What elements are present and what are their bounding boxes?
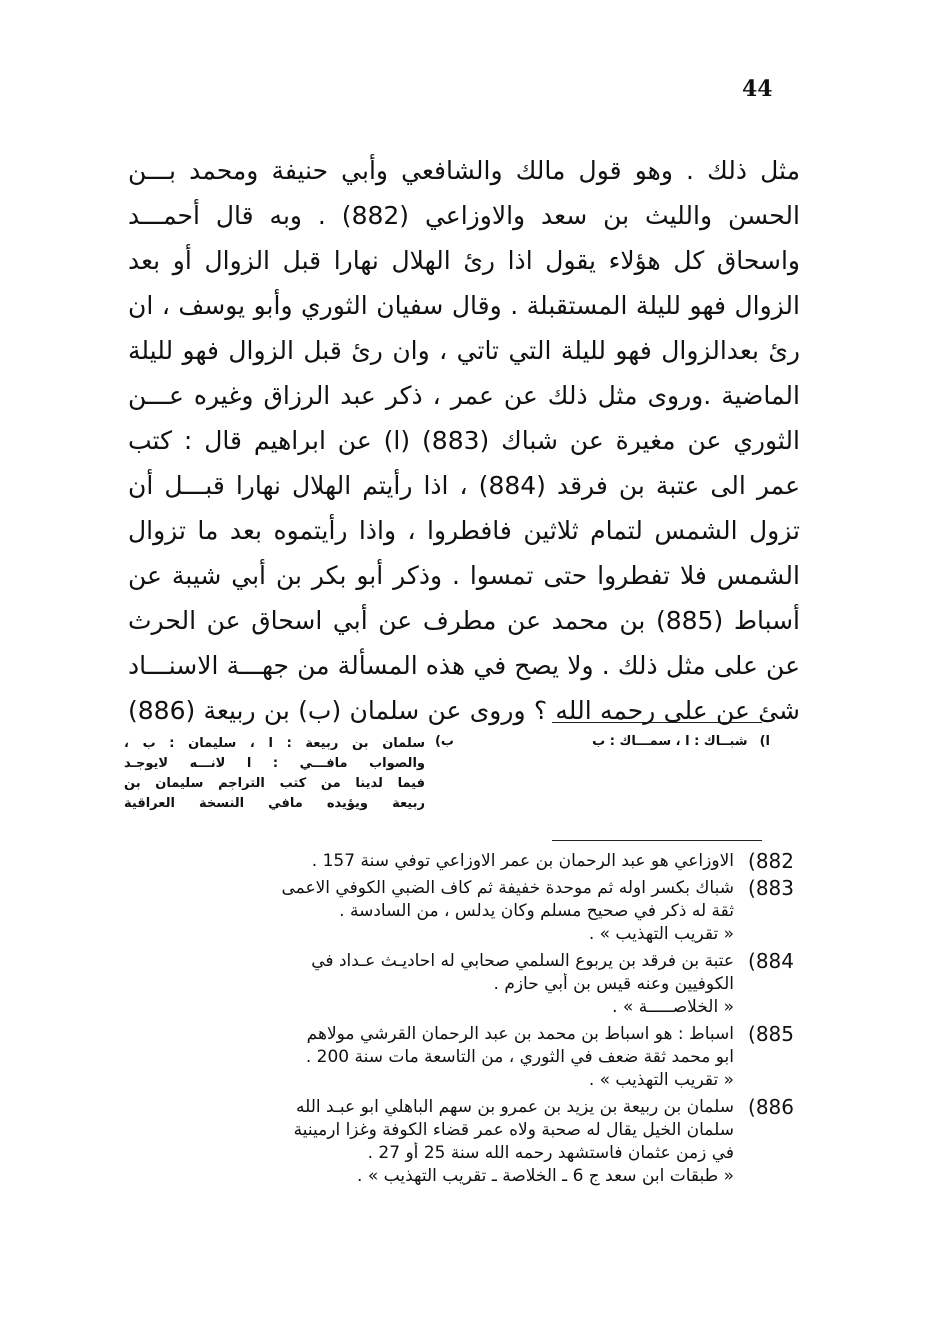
footnote-text bbox=[124, 1023, 734, 1092]
footnote-line: سلمان الخيل يقال له صحبة ولاه عمر قضاء الكوفة وغزا ارمينية bbox=[293, 1120, 734, 1140]
text-line: الزوال فهو لليلة المستقبلة . وقال سفيان الثوري وأبو يوسف ، ان bbox=[128, 291, 800, 320]
footnote-line: في زمن عثمان فاستشهد رحمه الله سنة 25 أو 27 . bbox=[367, 1143, 734, 1163]
variant-mark: ا) bbox=[759, 734, 770, 749]
variant-line: سلمان بن ربيعة : ا ، سليمان : ب ، bbox=[124, 736, 425, 751]
footnote-line: ثقة له ذكر في صحيح مسلم وكان يدلس ، من السادسة . bbox=[339, 901, 734, 921]
text-line: عن على مثل ذلك . ولا يصح في هذه المسألة من جهـــة الاسنـــاد bbox=[128, 651, 800, 680]
variant-line: فيما لدينا من كتب التراجم سليمان بن bbox=[124, 776, 425, 791]
text-line: الحسن والليث بن سعد والاوزاعي (882) . وبه قال أحمـــد bbox=[128, 201, 800, 230]
footnote bbox=[124, 877, 794, 946]
footnote-text bbox=[124, 877, 734, 946]
footnote-line: الاوزاعي هو عبد الرحمان بن عمر الاوزاعي توفي سنة 157 . bbox=[311, 851, 734, 871]
variant-line: والصواب مافـــي : ا لانـــه لايوجـد bbox=[124, 756, 425, 771]
footnote-line: شباك بكسر اوله ثم موحدة خفيفة ثم كاف الضبي الكوفي الاعمى bbox=[281, 878, 734, 898]
footnote-text bbox=[124, 1096, 734, 1188]
text-line: الشمس فلا تفطروا حتى تمسوا . وذكر أبو بكر بن أبي شيبة عن bbox=[128, 561, 800, 590]
footnote bbox=[124, 850, 794, 873]
variant-text bbox=[124, 734, 425, 814]
footnote-line: « الخلاصـــــة » . bbox=[612, 997, 734, 1017]
variant-note-a bbox=[470, 734, 770, 749]
footnote-number: (885 bbox=[748, 1022, 794, 1046]
footnotes-divider bbox=[552, 840, 762, 841]
footnote bbox=[124, 1023, 794, 1092]
text-line: تزول الشمس لتمام ثلاثين فافطروا ، واذا رأيتموه بعد ما تزوال bbox=[128, 516, 800, 545]
text-line: أسباط (885) بن محمد عن مطرف عن أبي اسحاق عن الحرث bbox=[128, 606, 800, 635]
text-line: واسحاق كل هؤلاء يقول اذا رئ الهلال نهارا قبل الزوال أو بعد bbox=[128, 246, 800, 275]
variant-note-b bbox=[124, 734, 454, 814]
footnote-line: عتبة بن فرقد بن يربوع السلمي صحابي له احاديـث عـداد في bbox=[311, 951, 734, 971]
text-line: شئ عن على رحمه الله ؟ وروى عن سلمان (ب) بن ربيعة (886) bbox=[128, 696, 800, 725]
footnote-line: « تقريب التهذيب » . bbox=[588, 1070, 734, 1090]
text-line: مثل ذلك . وهو قول مالك والشافعي وأبي حنيفة ومحمد بـــن bbox=[128, 156, 800, 185]
footnote bbox=[124, 950, 794, 1019]
text-line: الماضية .وروى مثل ذلك عن عمر ، ذكر عبد الرزاق وغيره عـــن bbox=[128, 381, 800, 410]
variant-text: شبــاك : ا ، سمـــاك : ب bbox=[592, 734, 748, 749]
footnote-line: ابو محمد ثقة ضعف في الثوري ، من التاسعة مات سنة 200 . bbox=[305, 1047, 734, 1067]
footnote-text bbox=[124, 950, 734, 1019]
footnote-line: الكوفيين وعنه قيس بن أبي حازم . bbox=[493, 974, 734, 994]
text-line: الثوري عن مغيرة عن شباك (883) (ا) عن ابراهيم قال : كتب bbox=[128, 426, 800, 455]
variant-line: ربيعة ويؤيده مافي النسخة العراقية bbox=[124, 796, 425, 811]
footnote bbox=[124, 1096, 794, 1188]
footnote-line: « تقريب التهذيب » . bbox=[588, 924, 734, 944]
footnote-text bbox=[124, 850, 734, 873]
text-line: رئ بعدالزوال فهو لليلة التي تاتي ، وان رئ قبل الزوال فهو لليلة bbox=[128, 336, 800, 365]
footnote-number: (886 bbox=[748, 1095, 794, 1119]
footnote-line: سلمان بن ربيعة بن يزيد بن عمرو بن سهم الباهلي ابو عبـد الله bbox=[295, 1097, 734, 1117]
text-line: عمر الى عتبة بن فرقد (884) ، اذا رأيتم الهلال نهارا قبـــل أن bbox=[128, 471, 800, 500]
footnote-line: اسباط : هو اسباط بن محمد بن عبد الرحمان القرشي مولاهم bbox=[306, 1024, 734, 1044]
page-number: 44 bbox=[742, 76, 773, 102]
footnotes bbox=[124, 850, 794, 1192]
footnote-line: « طبقات ابن سعد ج 6 ـ الخلاصة ـ تقريب التهذيب » . bbox=[357, 1166, 734, 1186]
variant-mark: ب) bbox=[434, 734, 454, 749]
main-text bbox=[128, 148, 800, 733]
variants-divider bbox=[552, 722, 762, 723]
footnote-number: (883 bbox=[748, 876, 794, 900]
footnote-number: (882 bbox=[748, 849, 794, 873]
footnote-number: (884 bbox=[748, 949, 794, 973]
